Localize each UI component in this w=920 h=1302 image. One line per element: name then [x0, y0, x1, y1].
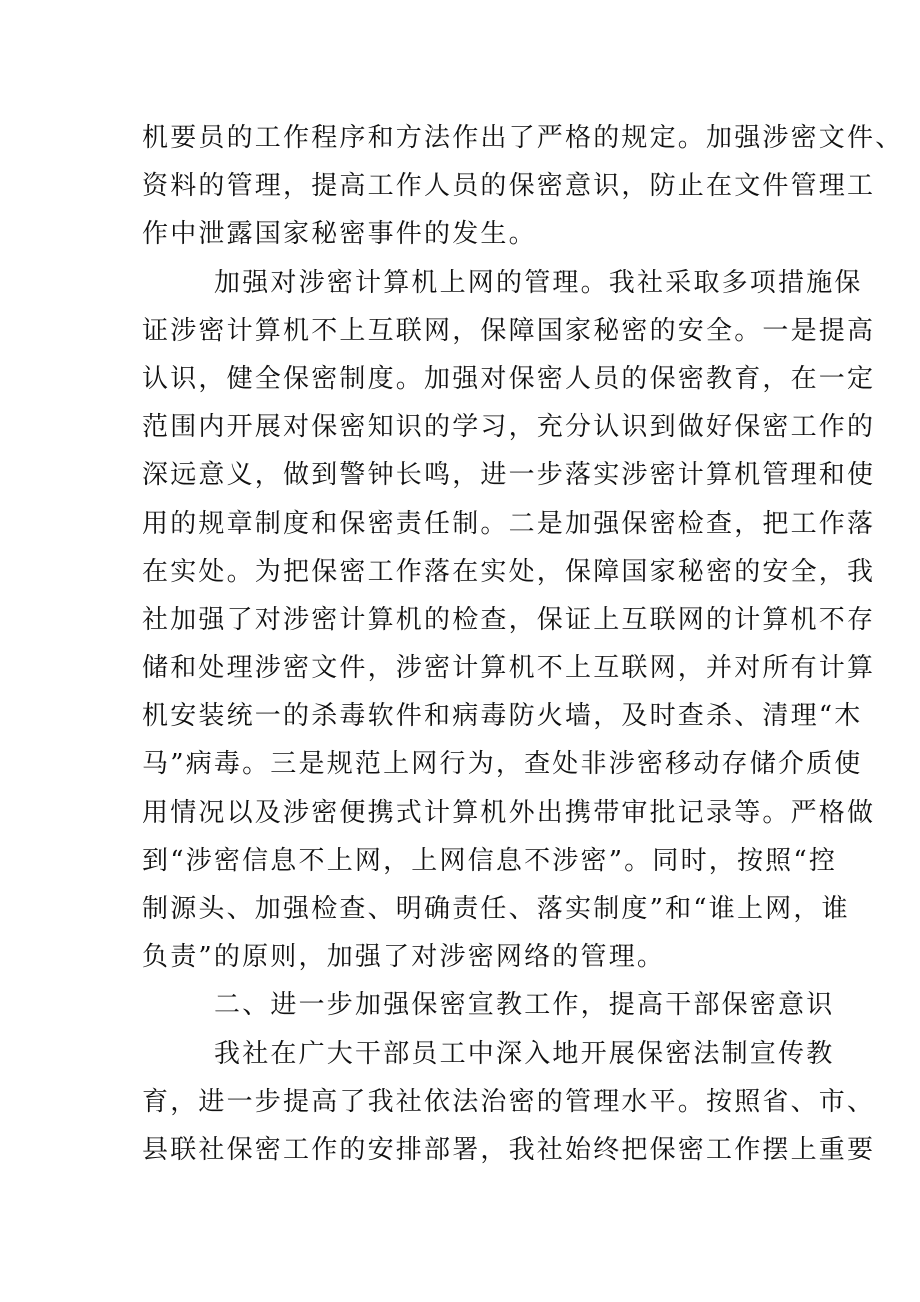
paragraph-first-line: 加强对涉密计算机上网的管理。我社采取多项措施保 — [214, 267, 863, 298]
paragraph-line: 储和处理涉密文件，涉密计算机不上互联网，并对所有计算 — [142, 653, 876, 684]
paragraph-line: 在实处。为把保密工作落在实处，保障国家秘密的安全，我 — [142, 556, 876, 587]
paragraph-line: 机安装统一的杀毒软件和病毒防火墙，及时查杀、清理“木 — [142, 701, 863, 732]
paragraph-line: 资料的管理，提高工作人员的保密意识，防止在文件管理工 — [142, 171, 876, 202]
paragraph-line: 作中泄露国家秘密事件的发生。 — [142, 219, 537, 250]
paragraph-line: 用情况以及涉密便携式计算机外出携带审批记录等。严格做 — [142, 797, 876, 828]
paragraph-line: 机要员的工作程序和方法作出了严格的规定。加强涉密文件、 — [142, 123, 904, 153]
paragraph-line: 马”病毒。三是规范上网行为，查处非涉密移动存储介质使 — [142, 749, 863, 780]
paragraph-line: 深远意义，做到警钟长鸣，进一步落实涉密计算机管理和使 — [142, 460, 876, 491]
paragraph-line: 到“涉密信息不上网，上网信息不涉密”。同时，按照“控 — [142, 845, 838, 876]
paragraph-line: 负责”的原则，加强了对涉密网络的管理。 — [142, 942, 666, 973]
paragraph-first-line: 我社在广大干部员工中深入地开展保密法制宣传教 — [214, 1038, 835, 1069]
document-body — [142, 114, 904, 1174]
paragraph-line: 县联社保密工作的安排部署，我社始终把保密工作摆上重要 — [142, 1134, 876, 1165]
section-heading: 二、进一步加强保密宣教工作，提高干部保密意识 — [214, 990, 835, 1021]
paragraph-line: 范围内开展对保密知识的学习，充分认识到做好保密工作的 — [142, 412, 876, 443]
paragraph-line: 认识，健全保密制度。加强对保密人员的保密教育，在一定 — [142, 363, 876, 394]
paragraph-line: 用的规章制度和保密责任制。二是加强保密检查，把工作落 — [142, 508, 876, 539]
paragraph-line: 证涉密计算机不上互联网，保障国家秘密的安全。一是提高 — [142, 315, 876, 346]
paragraph-line: 社加强了对涉密计算机的检查，保证上互联网的计算机不存 — [142, 604, 876, 635]
paragraph-line: 育，进一步提高了我社依法治密的管理水平。按照省、市、 — [142, 1086, 876, 1117]
paragraph-line: 制源头、加强检查、明确责任、落实制度”和“谁上网，谁 — [142, 894, 850, 924]
